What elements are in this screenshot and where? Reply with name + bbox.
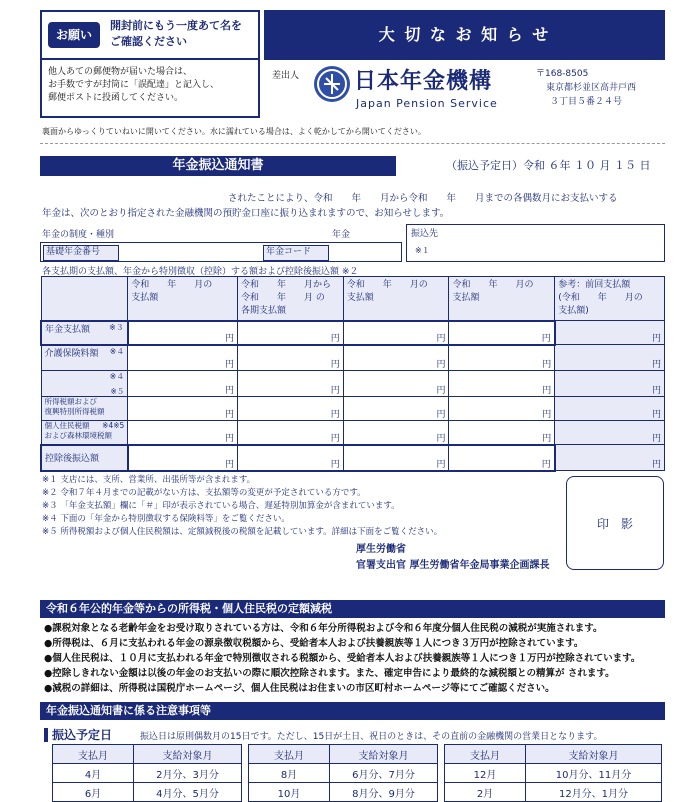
row-label: 個人住民税額 および森林環境税額 ※4※5 [41, 421, 128, 445]
schedule-table-2 [248, 744, 438, 802]
pay-month: 2月 [445, 783, 526, 802]
amount-cell: 円 [343, 371, 449, 397]
org-name-en: Japan Pension Service [356, 97, 498, 110]
onegai-badge: お願い [48, 22, 100, 48]
seal-label: 印 影 [596, 517, 633, 531]
amount-cell: 円 [449, 445, 555, 471]
col-month-header: 支払月 [53, 745, 134, 764]
table-row [53, 764, 242, 783]
col-target-header: 支給対象月 [134, 745, 242, 764]
col-header: 令和 年 月の 支払額 [343, 277, 449, 321]
transfer-box [406, 224, 665, 262]
table-row [41, 371, 665, 397]
footnote: ※３ 「年金支払額」欄に「＃」印が表示されている場合、遅延特別加算金が含まれています。 [42, 501, 400, 511]
ministry: 厚生労働省 [356, 544, 406, 555]
seal-box [566, 476, 664, 570]
amount-cell: 円 [128, 321, 238, 345]
pension-info-box [40, 242, 402, 262]
table-row [249, 764, 438, 783]
system-label: 年金の制度・種別 [42, 230, 115, 240]
amount-cell: 円 [238, 397, 344, 421]
amount-cell: 円 [343, 445, 449, 471]
address-line1: 東京都杉並区高井戸西 [546, 83, 637, 93]
transfer-note: ※１ [415, 246, 430, 255]
col-header: 令和 年 月の 支払額 [449, 277, 555, 321]
intro-line1: されたことにより、令和 年 月から令和 年 月までの各偶数月にお支払いする [228, 193, 618, 204]
pension-code-label: 年金コード [263, 245, 329, 261]
amount-cell: 円 [449, 345, 555, 371]
amount-cell: 円 [555, 321, 665, 345]
pay-month: 8月 [249, 764, 330, 783]
target-months: 10月分、11月分 [526, 764, 662, 783]
notes-heading: 年金振込通知書に係る注意事項等 [40, 702, 665, 720]
row-label: ※４ [41, 371, 128, 397]
reduction-bullet: ●個人住民税は、１０月に支払われる年金で特別徴収される税額から、受給者本人および扶養親族等１人につき１万円が控除されています。 [44, 653, 641, 664]
amount-cell: 円 [449, 397, 555, 421]
table-row [249, 783, 438, 802]
target-months: 4月分、5月分 [134, 783, 242, 802]
pay-month: 10月 [249, 783, 330, 802]
amount-cell: 円 [555, 371, 665, 397]
confirm-address-text: 開封前にもう一度あて名を ご確認ください [110, 19, 242, 48]
table-row [41, 321, 665, 345]
table-row [41, 445, 665, 471]
amount-cell: 円 [449, 371, 555, 397]
amount-cell: 円 [238, 371, 344, 397]
request-box [40, 10, 260, 60]
postal-code: 〒168-8505 [536, 69, 589, 79]
table-row [41, 397, 665, 421]
amount-cell: 円 [555, 397, 665, 421]
reduction-bullet: ●所得税は、６月に支払われる年金の源泉徴収税額から、受給者本人および扶養親族等１人につき３万円が控除されています。 [44, 638, 584, 649]
intro-line2: 年金は、次のとおり指定された金融機関の預貯金口座に振り込まれますので、お知らせします。 [42, 208, 450, 219]
schedule-marker [44, 728, 48, 742]
table-row [53, 783, 242, 802]
notice-title: 年金振込通知書 [40, 156, 396, 176]
amount-cell: 円 [343, 397, 449, 421]
kiso-number-label: 基礎年金番号 [43, 245, 119, 261]
target-months: 2月分、3月分 [134, 764, 242, 783]
org-name: 日本年金機構 [354, 69, 493, 94]
footnote: ※１ 支店には、支所、営業所、出張所等が含まれます。 [42, 475, 256, 485]
header-corner [41, 277, 128, 321]
schedule-table-1 [52, 744, 242, 802]
amount-cell: 円 [238, 445, 344, 471]
table-row [41, 345, 665, 371]
col-target-header: 支給対象月 [526, 745, 662, 764]
amount-cell: 円 [238, 421, 344, 445]
misdelivery-text: 他人あての郵便物が届いた場合は、 お手数ですが封筒に「誤配達」と記入し、 郵便ポストに投函してください。 [48, 67, 220, 103]
pay-month: 12月 [445, 764, 526, 783]
amount-cell: 円 [343, 321, 449, 345]
amount-cell: 円 [555, 421, 665, 445]
pension-label: 年金 [332, 230, 351, 240]
amount-cell: 円 [343, 421, 449, 445]
sender-label: 差出人 [272, 71, 300, 81]
table-caption: 各支払期の支払額、年金から特別徴収（控除）する額および控除後振込額 ※２ [42, 267, 359, 277]
footnote: ※５ 所得税額および個人住民税額は、定額減税後の税額を記載しています。詳細は下面をご覧ください。 [42, 527, 443, 537]
amount-cell: 円 [128, 371, 238, 397]
col-month-header: 支払月 [445, 745, 526, 764]
table-row [445, 783, 662, 802]
row-label: 年金支払額 ※３ [41, 321, 128, 345]
target-months: 8月分、9月分 [330, 783, 438, 802]
col-header: 参考：前回支払額 (令和 年 月の 支払額) [555, 277, 665, 321]
schedule-title: 振込予定日 [52, 728, 113, 742]
col-target-header: 支給対象月 [330, 745, 438, 764]
amount-cell: 円 [128, 345, 238, 371]
amount-cell: 円 [128, 397, 238, 421]
amount-cell: 円 [238, 345, 344, 371]
amount-cell: 円 [343, 345, 449, 371]
col-header: 令和 年 月の 支払額 [128, 277, 238, 321]
target-months: 6月分、7月分 [330, 764, 438, 783]
reduction-bullet: ●課税対象となる老齢年金をお受け取りされている方は、令和６年分所得税および令和６年度分個人住民税の減税が実施されます。 [44, 623, 603, 634]
amounts-table [40, 276, 665, 472]
transfer-label: 振込先 [411, 229, 439, 239]
misdelivery-box [40, 60, 260, 118]
amount-cell: 円 [128, 445, 238, 471]
jps-logo-icon [314, 66, 350, 102]
amount-cell: 円 [128, 421, 238, 445]
footnote: ※４ 下面の「年金から特別徴収する保険料等」をご覧ください。 [42, 514, 290, 524]
amount-cell: 円 [449, 421, 555, 445]
footnotes [42, 474, 442, 539]
signer: 官署支出官 厚生労働省年金局事業企画課長 [356, 560, 550, 571]
pay-month: 6月 [53, 783, 134, 802]
amount-cell: 円 [449, 321, 555, 345]
row-label: 介護保険料額 ※４ [41, 345, 128, 371]
col-header: 令和 年 月から 令和 年 月 の 各期支払額 [238, 277, 344, 321]
reduction-bullet: ●減税の詳細は、所得税は国税庁ホームページ、個人住民税はお住まいの市区町村ホームページ等にてご確認ください。 [44, 683, 555, 694]
reduction-heading: 令和６年公的年金等からの所得税・個人住民税の定額減税 [40, 600, 665, 618]
reduction-bullets [44, 621, 664, 696]
amount-cell: 円 [238, 321, 344, 345]
divider [40, 143, 665, 144]
reduction-bullet: ●控除しきれない金額は以後の年金のお支払いの際に順次控除されます。また、確定申告により最終的な減税額との精算が されます。 [44, 668, 615, 679]
scheduled-date: （振込予定日）令和 ６年 １０ 月 １５ 日 [446, 159, 651, 172]
schedule-desc: 振込日は原則偶数月の15日です。ただし、15日が土日、祝日のときは、その直前の金融機関の営業日となります。 [140, 732, 603, 742]
amount-cell: 円 [555, 345, 665, 371]
row-label: 控除後振込額 [41, 445, 128, 471]
schedule-table-3 [444, 744, 662, 802]
address-line2: ３丁目５番２４号 [550, 97, 623, 107]
table-row [445, 764, 662, 783]
row-label: 所得税額および 復興特別所得税額 ※５ [41, 397, 128, 421]
important-notice-banner: 大 切 な お 知 ら せ [264, 10, 665, 60]
footnote: ※２ 令和７年４月までの記載がない方は、支払額等の変更が予定されている方です。 [42, 488, 366, 498]
amount-cell: 円 [555, 445, 665, 471]
pay-month: 4月 [53, 764, 134, 783]
col-month-header: 支払月 [249, 745, 330, 764]
target-months: 12月分、1月分 [526, 783, 662, 802]
table-row [41, 421, 665, 445]
open-instructions: 裏面からゆっくりていねいに開いてください。水に濡れている場合は、よく乾かしてから開いてください。 [42, 127, 426, 136]
